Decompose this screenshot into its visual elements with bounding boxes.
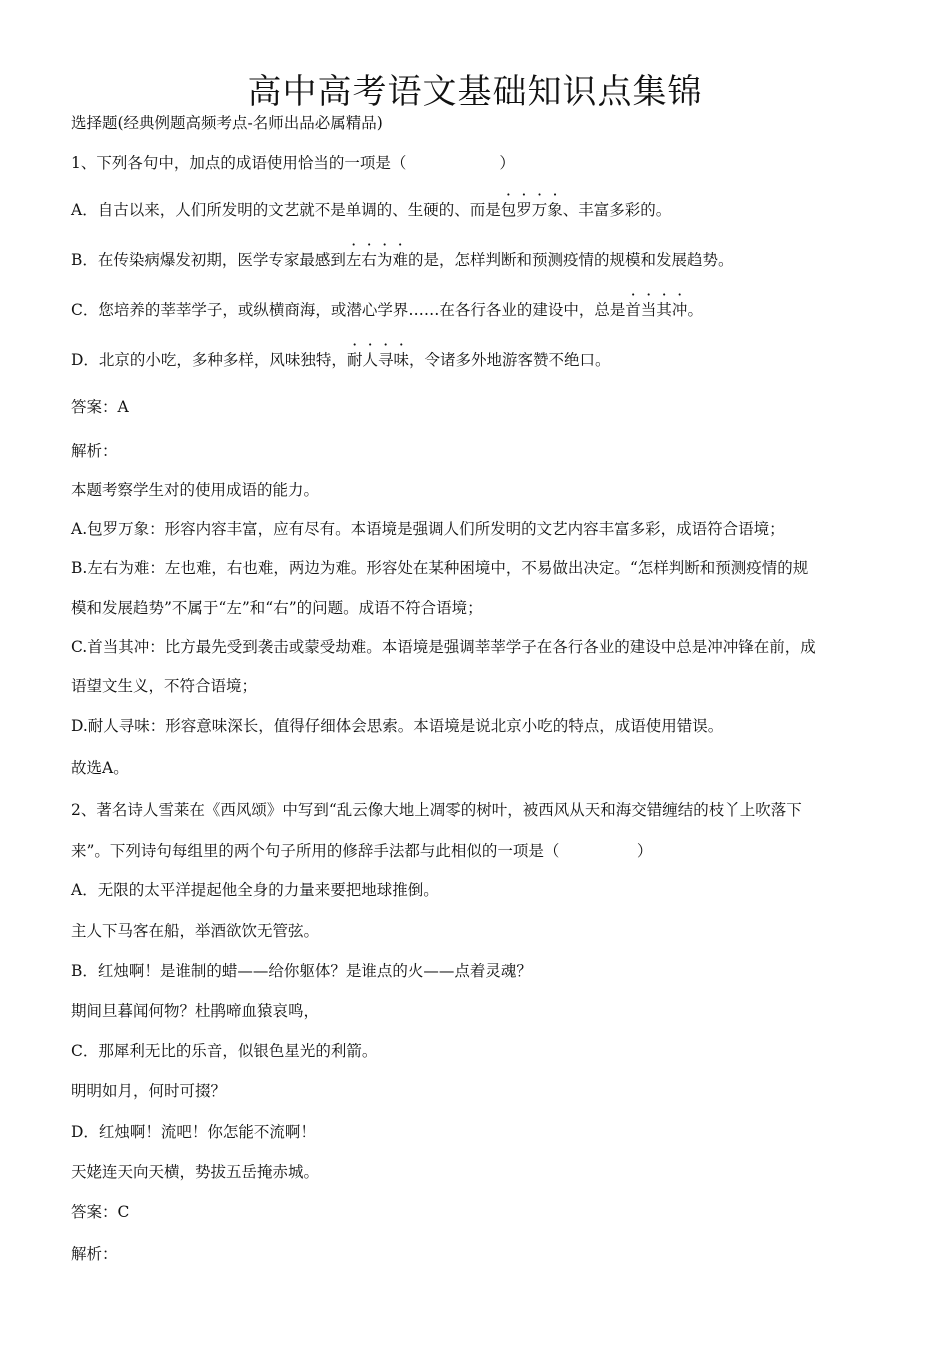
q2-option-line: 主人下马客在船，举酒欲饮无管弦。 (71, 922, 320, 940)
q1-analysis-line: A.包罗万象：形容内容丰富，应有尽有。本语境是强调人们所发明的文艺内容丰富多彩，成语符合语境； (71, 520, 785, 538)
q1-analysis-line: D.耐人寻味：形容意味深长，值得仔细体会思索。本语境是说北京小吃的特点，成语使用错误。 (71, 717, 724, 735)
subtitle: 选择题(经典例题高频考点-名师出品必属精品) (71, 114, 383, 132)
q2-option-line: C．那犀利无比的乐音，似银色星光的利箭。 (71, 1042, 378, 1060)
q2-answer: 答案：C (71, 1203, 130, 1221)
q2-stem-line: 来”。下列诗句每组里的两个句子所用的修辞手法都与此相似的一项是（ ） (71, 842, 653, 860)
q2-stem-line: 2、著名诗人雪莱在《西风颂》中写到“乱云像大地上凋零的树叶，被西风从天和海交错缠结的枝丫上吹落下 (71, 801, 802, 819)
q1-analysis-line: 模和发展趋势”不属于“左”和“右”的问题。成语不符合语境； (71, 599, 483, 617)
q1-analysis-line: 语望文生义，不符合语境； (71, 677, 258, 695)
q1-option-b: B．在传染病爆发初期，医学专家最感到左右为难的是，怎样判断和预测疫情的规模和发展趋势。 (71, 251, 734, 269)
emphasis-char: 罗 (516, 201, 532, 219)
emphasis-char: 味 (393, 351, 409, 369)
emphasis-char: 其 (656, 301, 672, 319)
q1-option-a: A．自古以来，人们所发明的文艺就不是单调的、生硬的、而是包罗万象、丰富多彩的。 (71, 201, 672, 219)
q1-conclusion: 故选A。 (71, 759, 129, 777)
q2-option-line: A．无限的太平洋提起他全身的力量来要把地球推倒。 (71, 881, 439, 899)
emphasis-char: 首 (625, 301, 641, 319)
q2-option-line: 明明如月，何时可掇？ (71, 1082, 227, 1100)
emphasis-char: 耐 (346, 351, 363, 369)
q1-analysis-label: 解析： (71, 442, 118, 460)
emphasis-char: 难 (392, 251, 408, 269)
emphasis-char: 为 (376, 251, 393, 269)
emphasis-char: 包 (500, 201, 517, 219)
emphasis-char: 左 (345, 251, 362, 269)
q1-option-c: C．您培养的莘莘学子，或纵横商海，或潜心学界……在各行各业的建设中，总是首当其冲。 (71, 301, 703, 319)
q2-option-line: B．红烛啊！是谁制的蜡——给你躯体？是谁点的火——点着灵魂？ (71, 962, 532, 980)
emphasis-char: 万 (531, 201, 548, 219)
emphasis-char: 当 (640, 301, 657, 319)
emphasis-char: 寻 (377, 351, 394, 369)
emphasis-char: 象 (547, 201, 563, 219)
q1-analysis-line: B.左右为难：左也难，右也难，两边为难。形容处在某种困境中，不易做出决定。“怎样判断和预测疫情的规 (71, 559, 809, 577)
page-title: 高中高考语文基础知识点集锦 (247, 72, 703, 112)
q1-option-d: D．北京的小吃，多种多样，风味独特，耐人寻味，令诸多外地游客赞不绝口。 (71, 351, 611, 369)
q1-stem: 1、下列各句中，加点的成语使用恰当的一项是（ ） (71, 154, 515, 172)
q2-option-line: 天姥连天向天横，势拔五岳掩赤城。 (71, 1163, 320, 1181)
q1-analysis-line: 本题考察学生对的使用成语的能力。 (71, 481, 320, 499)
q1-answer: 答案：A (71, 398, 129, 416)
q2-option-line: D．红烛啊！流吧！你怎能不流啊！ (71, 1123, 316, 1141)
emphasis-char: 人 (362, 351, 378, 369)
emphasis-char: 右 (361, 251, 377, 269)
q2-analysis-label: 解析： (71, 1245, 118, 1263)
q1-analysis-line: C.首当其冲：比方最先受到袭击或蒙受劫难。本语境是强调莘莘学子在各行各业的建设中总是冲冲锋在前，成 (71, 638, 816, 656)
emphasis-char: 冲 (671, 301, 688, 319)
q2-option-line: 期间旦暮闻何物？杜鹃啼血猿哀鸣， (71, 1002, 320, 1020)
